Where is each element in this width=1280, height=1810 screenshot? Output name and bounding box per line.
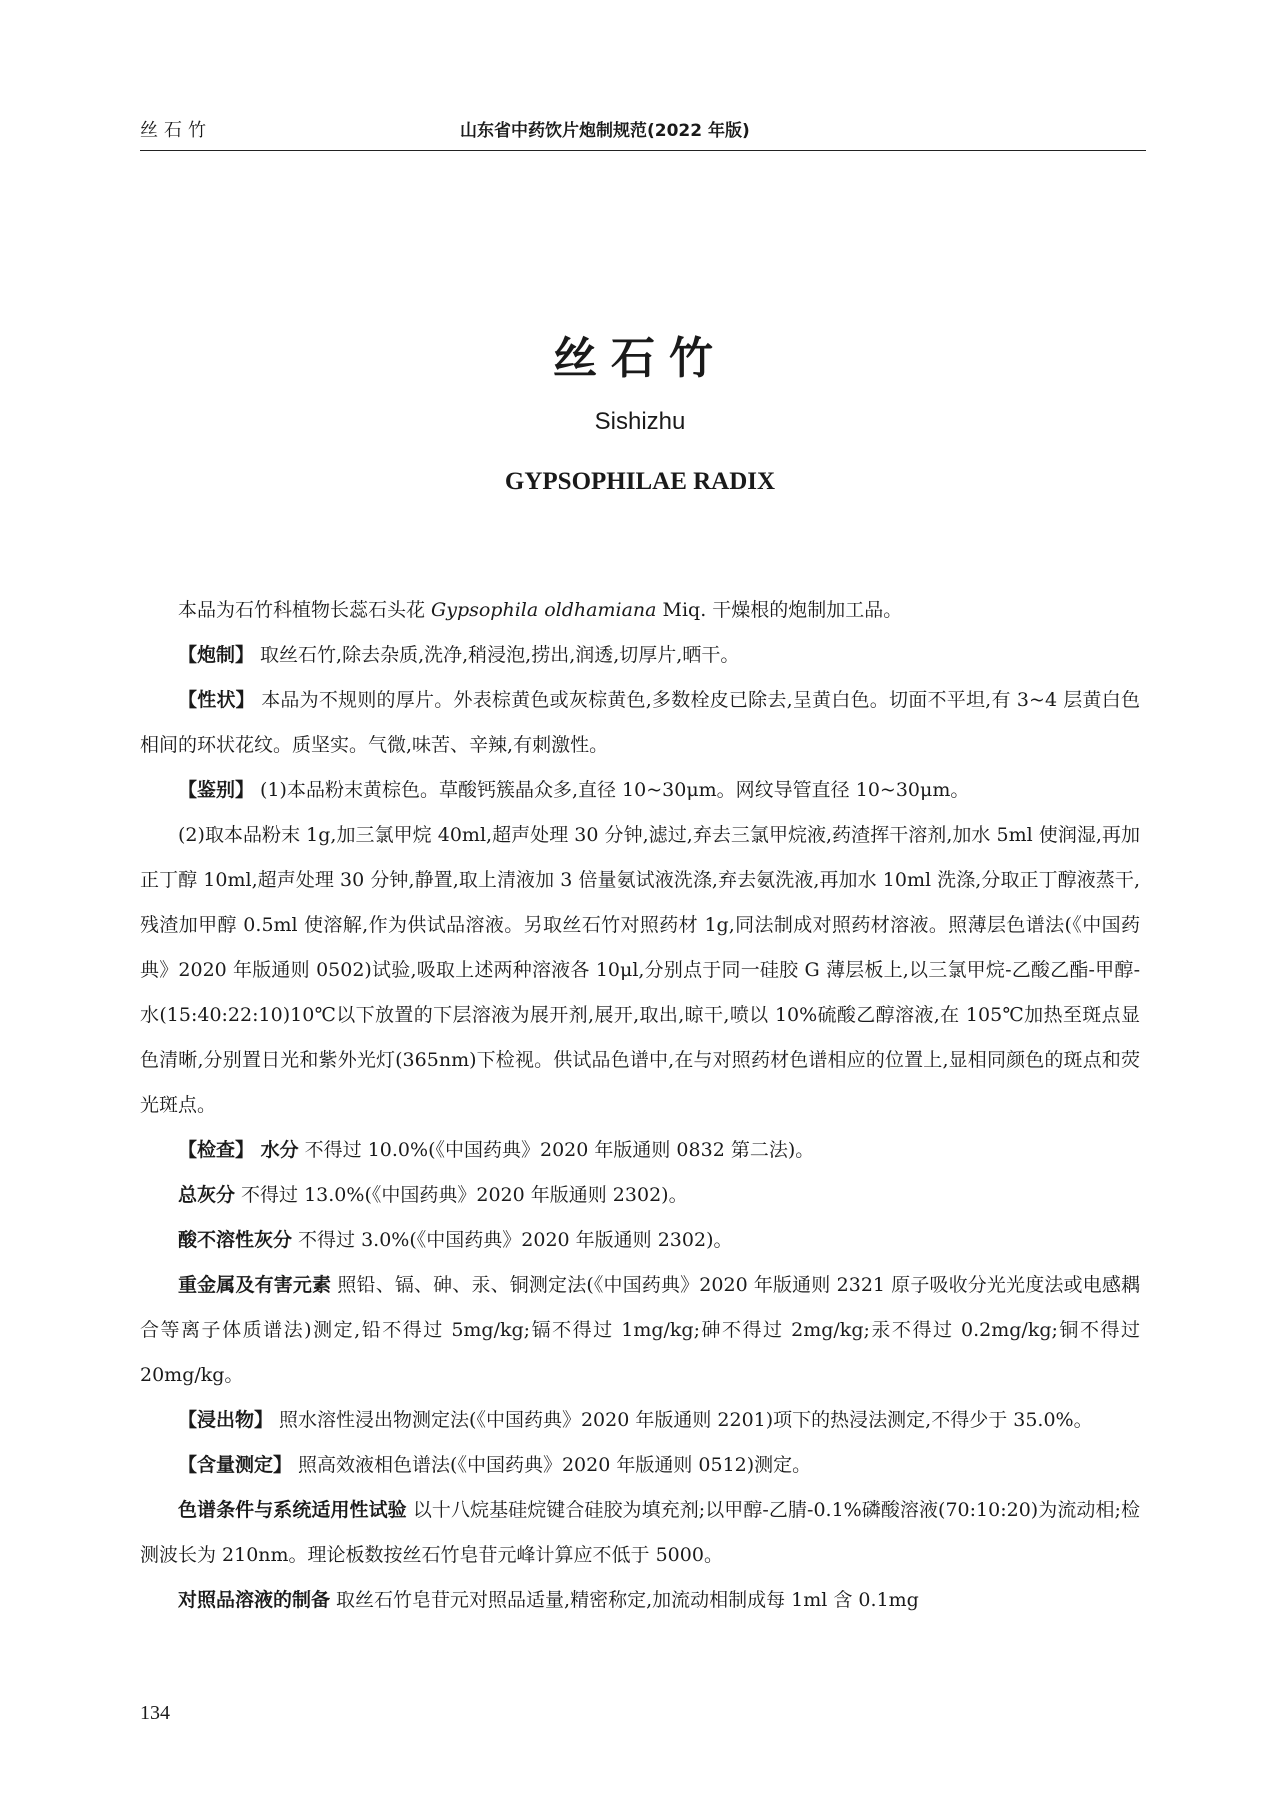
- reference-solution-text: 取丝石竹皂苷元对照品适量,精密称定,加流动相制成每 1ml 含 0.1mg: [330, 1589, 919, 1611]
- characters-paragraph: [140, 678, 1140, 768]
- reference-solution-label: 对照品溶液的制备: [178, 1589, 331, 1611]
- water-text: 不得过 10.0%(《中国药典》2020 年版通则 0832 第二法)。: [298, 1139, 815, 1161]
- total-ash-label: 总灰分: [178, 1184, 236, 1206]
- chromatography-label: 色谱条件与系统适用性试验: [178, 1499, 407, 1521]
- total-ash-paragraph: [140, 1173, 1140, 1218]
- intro-paragraph: [140, 588, 1140, 633]
- monograph-body: [140, 588, 1140, 1623]
- characters-text: 本品为不规则的厚片。外表棕黄色或灰棕黄色,多数栓皮已除去,呈黄白色。切面不平坦,有 3~4 层黄白色相间的环状花纹。质坚实。气微,味苦、辛辣,有刺激性。: [140, 689, 1140, 756]
- identification-text-1: (1)本品粉末黄棕色。草酸钙簇晶众多,直径 10~30μm。网纹导管直径 10~30μm。: [254, 779, 970, 801]
- water-label: 水分: [254, 1139, 299, 1161]
- inspection-label: 【检查】: [178, 1139, 255, 1161]
- extract-paragraph: [140, 1398, 1140, 1443]
- acid-ash-text: 不得过 3.0%(《中国药典》2020 年版通则 2302)。: [292, 1229, 733, 1251]
- chromatography-paragraph: [140, 1488, 1140, 1578]
- chromatography-text: 以十八烷基硅烷键合硅胶为填充剂;以甲醇-乙腈-0.1%磷酸溶液(70:10:20)为流动相;检测波长为 210nm。理论板数按丝石竹皂苷元峰计算应不低于 5000。: [140, 1499, 1140, 1566]
- header-section-name: 丝石竹: [140, 120, 212, 141]
- acid-ash-paragraph: [140, 1218, 1140, 1263]
- intro-species-name: Gypsophila oldhamiana: [431, 599, 657, 621]
- heavy-metals-label: 重金属及有害元素: [178, 1274, 332, 1296]
- extract-text: 照水溶性浸出物测定法(《中国药典》2020 年版通则 2201)项下的热浸法测定,不得少于 35.0%。: [273, 1409, 1093, 1431]
- assay-text: 照高效液相色谱法(《中国药典》2020 年版通则 0512)测定。: [292, 1454, 812, 1476]
- header-book-title: 山东省中药饮片炮制规范(2022 年版): [460, 121, 750, 141]
- heavy-metals-text: 照铅、镉、砷、汞、铜测定法(《中国药典》2020 年版通则 2321 原子吸收分光光度法或电感耦合等离子体质谱法)测定,铅不得过 5mg/kg;镉不得过 1mg/kg;砷不得过 2mg/kg;汞不得过 0.2mg/kg;铜不得过 20mg/kg。: [140, 1274, 1140, 1386]
- inspection-water-paragraph: [140, 1128, 1140, 1173]
- processing-label: 【炮制】: [178, 644, 255, 666]
- monograph-title: 丝石竹: [553, 333, 727, 384]
- processing-paragraph: [140, 633, 1140, 678]
- intro-text-after: Miq. 干燥根的炮制加工品。: [656, 599, 903, 621]
- page-number: 134: [140, 1702, 170, 1724]
- assay-paragraph: [140, 1443, 1140, 1488]
- running-header: [140, 114, 1140, 154]
- identification-paragraph-1: [140, 768, 1140, 813]
- identification-label: 【鉴别】: [178, 779, 255, 801]
- extract-label: 【浸出物】: [178, 1409, 274, 1431]
- header-rule: [140, 150, 1146, 151]
- total-ash-text: 不得过 13.0%(《中国药典》2020 年版通则 2302)。: [235, 1184, 688, 1206]
- acid-ash-label: 酸不溶性灰分: [178, 1229, 293, 1251]
- monograph-latin-name: GYPSOPHILAE RADIX: [504, 468, 776, 495]
- assay-label: 【含量测定】: [178, 1454, 293, 1476]
- identification-paragraph-2: [140, 813, 1140, 1128]
- characters-label: 【性状】: [178, 689, 255, 711]
- heavy-metals-paragraph: [140, 1263, 1140, 1398]
- monograph-pinyin: Sishizhu: [594, 408, 686, 435]
- intro-text-before: 本品为石竹科植物长蕊石头花: [178, 599, 432, 621]
- processing-text: 取丝石竹,除去杂质,洗净,稍浸泡,捞出,润透,切厚片,晒干。: [254, 644, 740, 666]
- reference-solution-paragraph: [140, 1578, 1140, 1623]
- identification-text-2: (2)取本品粉末 1g,加三氯甲烷 40ml,超声处理 30 分钟,滤过,弃去三氯甲烷液,药渣挥干溶剂,加水 5ml 使润湿,再加正丁醇 10ml,超声处理 30 分钟,静置,取上清液加 3 倍量氨试液洗涤,弃去氨洗液,再加水 10ml 洗涤,分取正丁醇液蒸干,残渣加甲醇 0.5ml 使溶解,作为供试品溶液。另取丝石竹对照药材 1g,同法制成对照药材溶液。照薄层色谱法(《中国药典》2020 年版通则 0502)试验,吸取上述两种溶液各 10μl,分别点于同一硅胶 G 薄层板上,以三氯甲烷-乙酸乙酯-甲醇-水(15:40:22:10)10℃以下放置的下层溶液为展开剂,展开,取出,晾干,喷以 10%硫酸乙醇溶液,在 105℃加热至斑点显色清晰,分别置日光和紫外光灯(365nm)下检视。供试品色谱中,在与对照药材色谱相应的位置上,显相同颜色的斑点和荧光斑点。: [140, 824, 1140, 1116]
